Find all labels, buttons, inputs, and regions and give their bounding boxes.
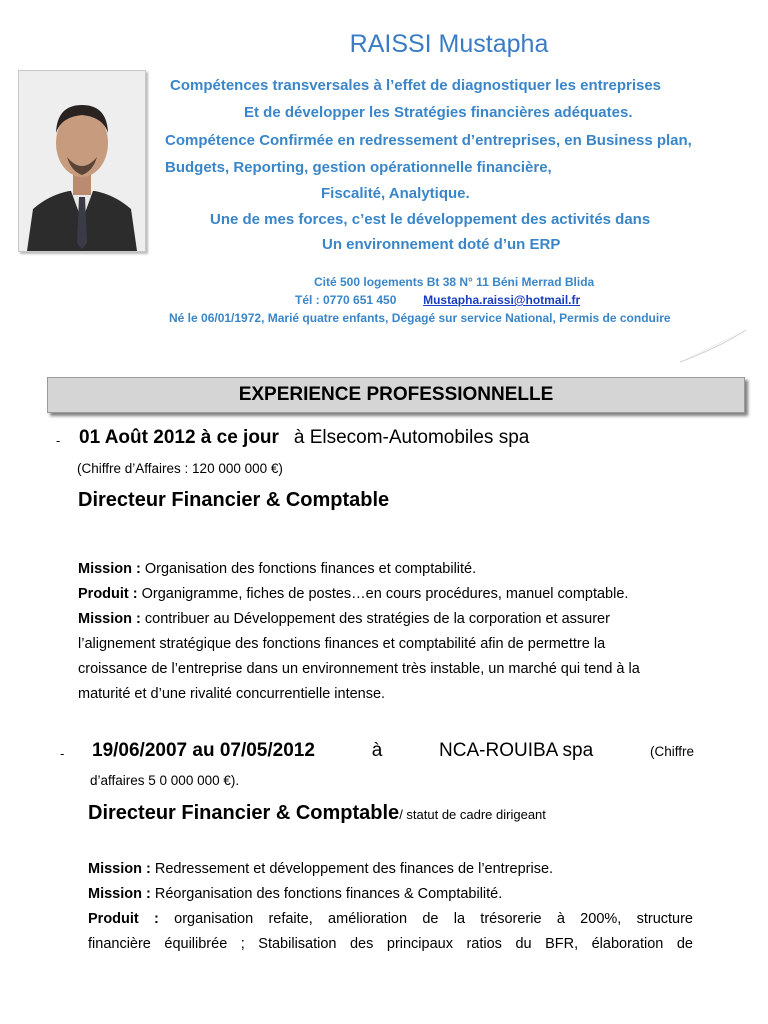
job-date: 19/06/2007 au 07/05/2012 bbox=[92, 740, 315, 761]
contact-line bbox=[295, 293, 580, 307]
job-title: Directeur Financier & Comptable bbox=[78, 489, 390, 511]
detail-label: Mission : bbox=[88, 886, 151, 902]
job-detail-line: croissance de l’entreprise dans un environnement très instable, un marché qui tend à la bbox=[78, 661, 640, 677]
summary-line: Budgets, Reporting, gestion opérationnelle financière, bbox=[165, 159, 552, 176]
job-company: à Elsecom-Automobiles spa bbox=[293, 427, 530, 448]
bullet: - bbox=[60, 746, 65, 761]
detail-text: organisation refaite, amélioration de la trésorerie à 200%, structure bbox=[174, 911, 693, 927]
summary-line: Un environnement doté d’un ERP bbox=[322, 236, 561, 253]
summary-line: Une de mes forces, c’est le développement des activités dans bbox=[210, 211, 651, 228]
candidate-name: RAISSI Mustapha bbox=[349, 30, 549, 58]
job-company: NCA-ROUIBA spa bbox=[439, 740, 594, 761]
job-header bbox=[79, 427, 529, 449]
job-header bbox=[92, 740, 694, 762]
job-detail-line: l’alignement stratégique des fonctions finances et comptabilité afin de permettre la bbox=[78, 636, 606, 652]
profile-photo bbox=[18, 70, 146, 252]
job-title-suffix: / statut de cadre dirigeant bbox=[399, 807, 546, 822]
job-detail-line: financière équilibrée ; Stabilisation des principaux ratios du BFR, élaboration de bbox=[88, 936, 693, 952]
detail-text: Organisation des fonctions finances et comptabilité. bbox=[144, 561, 477, 577]
summary-line: Et de développer les Stratégies financières adéquates. bbox=[244, 104, 633, 121]
detail-text: Réorganisation des fonctions finances & Comptabilité. bbox=[154, 886, 503, 902]
page-curl-decoration bbox=[678, 328, 748, 364]
detail-text: Redressement et développement des finances de l’entreprise. bbox=[154, 861, 554, 877]
job-company-prefix: à bbox=[371, 740, 383, 761]
person-portrait-icon bbox=[19, 71, 145, 251]
address: Cité 500 logements Bt 38 N° 11 Béni Merrad Blida bbox=[314, 275, 595, 289]
job-title: Directeur Financier & Comptable bbox=[88, 802, 400, 824]
detail-label: Produit : bbox=[88, 911, 159, 927]
detail-label: Mission : bbox=[78, 561, 141, 577]
personal-info: Né le 06/01/1972, Marié quatre enfants, Dégagé sur service National, Permis de conduire bbox=[169, 311, 671, 325]
job-detail-line bbox=[88, 861, 553, 877]
summary-line: Compétence Confirmée en redressement d’entreprises, en Business plan, bbox=[165, 132, 692, 149]
phone: Tél : 0770 651 450 bbox=[295, 293, 397, 307]
detail-text: Organigramme, fiches de postes…en cours procédures, manuel comptable. bbox=[141, 586, 629, 602]
job-revenue-cont: d’affaires 5 0 000 000 €). bbox=[90, 773, 240, 788]
job-revenue: (Chiffre bbox=[649, 744, 694, 759]
detail-label: Mission : bbox=[88, 861, 151, 877]
detail-text: contribuer au Développement des stratégies de la corporation et assurer bbox=[144, 611, 610, 627]
job-detail-line: maturité et d’une rivalité concurrentielle intense. bbox=[78, 686, 386, 702]
summary-line: Compétences transversales à l’effet de diagnostiquer les entreprises bbox=[170, 77, 662, 94]
detail-label: Mission : bbox=[78, 611, 141, 627]
section-title: EXPERIENCE PROFESSIONNELLE bbox=[47, 377, 745, 413]
summary-line: Fiscalité, Analytique. bbox=[321, 185, 470, 202]
job-detail-line bbox=[78, 586, 628, 602]
bullet: - bbox=[56, 433, 61, 448]
detail-label: Produit : bbox=[78, 586, 138, 602]
email-link[interactable]: Mustapha.raissi@hotmail.fr bbox=[423, 293, 581, 307]
job-detail-line bbox=[78, 611, 610, 627]
job-revenue: (Chiffre d’Affaires : 120 000 000 €) bbox=[77, 461, 283, 476]
job-title-line bbox=[88, 802, 546, 825]
job-detail-line bbox=[88, 911, 693, 927]
job-detail-line bbox=[78, 561, 476, 577]
job-date: 01 Août 2012 à ce jour bbox=[79, 427, 279, 448]
job-detail-line bbox=[88, 886, 502, 902]
